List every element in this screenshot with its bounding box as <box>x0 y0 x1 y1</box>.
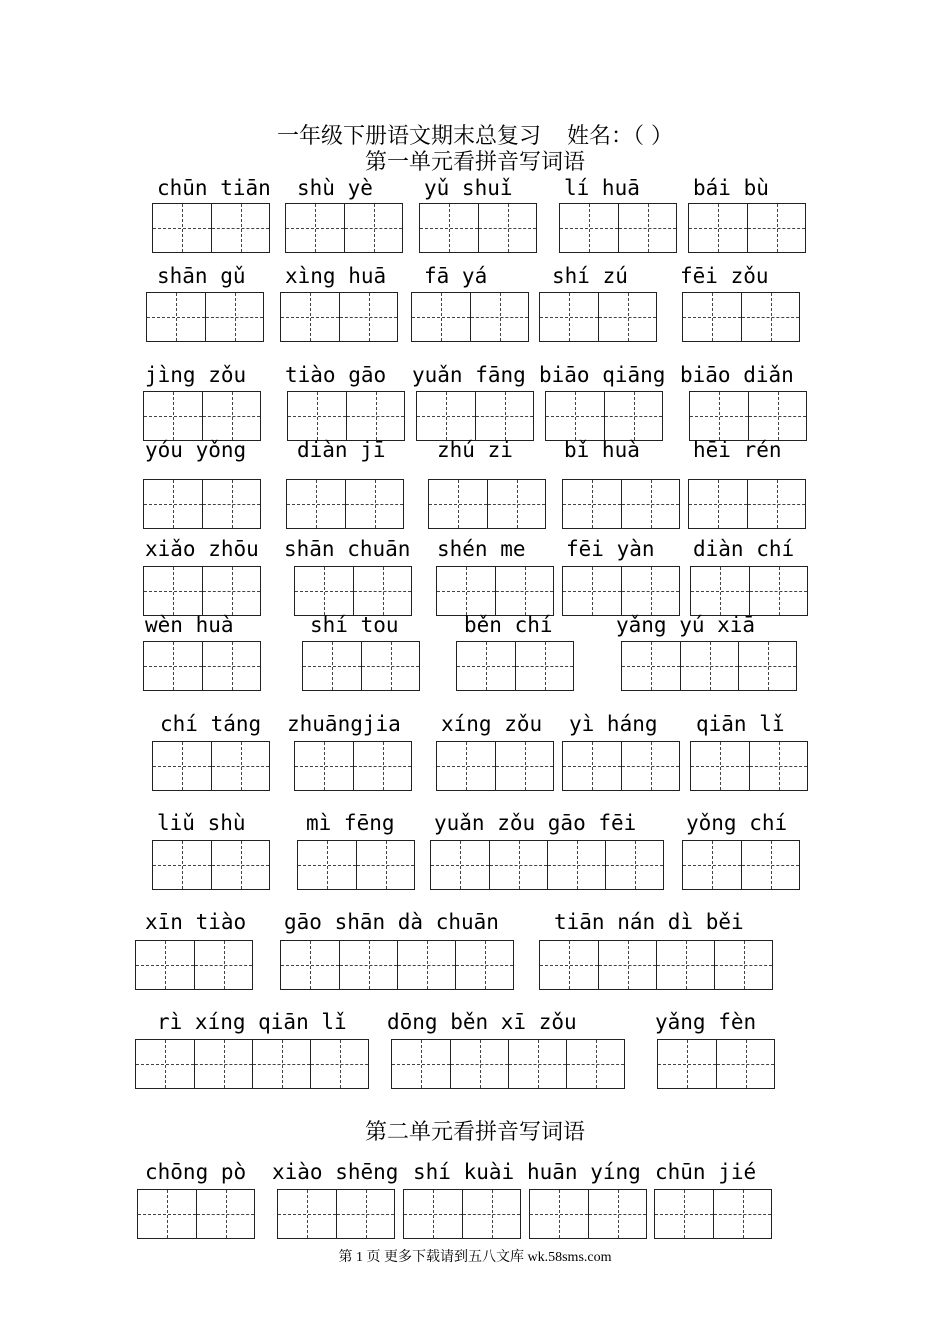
writing-grid[interactable] <box>539 292 657 342</box>
writing-grid[interactable] <box>545 391 663 441</box>
tian-zi-cell[interactable] <box>622 642 680 690</box>
tian-zi-cell[interactable] <box>252 1040 310 1088</box>
tian-zi-cell[interactable] <box>738 642 796 690</box>
tian-zi-cell[interactable] <box>598 293 656 341</box>
writing-grid[interactable] <box>688 203 806 253</box>
tian-zi-cell[interactable] <box>508 1040 566 1088</box>
tian-zi-cell[interactable] <box>495 567 553 615</box>
tian-zi-cell[interactable] <box>431 841 489 889</box>
tian-zi-cell[interactable] <box>138 1190 196 1238</box>
writing-grid[interactable] <box>682 840 800 890</box>
tian-zi-cell[interactable] <box>560 204 618 252</box>
pinyin-label: fā yá <box>424 264 488 288</box>
tian-zi-cell[interactable] <box>417 392 475 440</box>
tian-zi-cell[interactable] <box>683 841 741 889</box>
tian-zi-cell[interactable] <box>361 642 419 690</box>
tian-zi-cell[interactable] <box>310 1040 368 1088</box>
tian-zi-cell[interactable] <box>144 392 202 440</box>
writing-grid[interactable] <box>294 566 412 616</box>
tian-zi-cell[interactable] <box>281 293 339 341</box>
writing-grid[interactable] <box>428 479 546 529</box>
pinyin-label: zhú zi <box>437 438 513 462</box>
pinyin-label: shān chuān <box>284 537 411 561</box>
tian-zi-cell[interactable] <box>437 567 495 615</box>
pinyin-label: biāo qiāng <box>539 363 666 387</box>
pinyin-label: fēi zǒu <box>680 264 769 288</box>
tian-zi-cell[interactable] <box>287 480 345 528</box>
pinyin-label: liǔ shù <box>157 811 246 835</box>
tian-zi-cell[interactable] <box>741 841 799 889</box>
tian-zi-cell[interactable] <box>621 567 679 615</box>
writing-grid[interactable] <box>539 940 773 990</box>
tian-zi-cell[interactable] <box>339 941 397 989</box>
pinyin-label: shí kuài <box>413 1160 515 1184</box>
writing-grid[interactable] <box>690 566 808 616</box>
tian-zi-cell[interactable] <box>747 204 805 252</box>
writing-grid[interactable] <box>436 566 554 616</box>
tian-zi-cell[interactable] <box>295 742 353 790</box>
writing-grid[interactable] <box>621 641 797 691</box>
writing-grid[interactable] <box>146 292 264 342</box>
tian-zi-cell[interactable] <box>429 480 487 528</box>
writing-grid[interactable] <box>654 1189 772 1239</box>
tian-zi-cell[interactable] <box>397 941 455 989</box>
pinyin-label: tiào gāo <box>285 363 387 387</box>
tian-zi-cell[interactable] <box>450 1040 508 1088</box>
pinyin-label: bái bù <box>693 176 769 200</box>
tian-zi-cell[interactable] <box>489 841 547 889</box>
tian-zi-cell[interactable] <box>690 392 748 440</box>
tian-zi-cell[interactable] <box>689 204 747 252</box>
tian-zi-cell[interactable] <box>749 567 807 615</box>
tian-zi-cell[interactable] <box>475 392 533 440</box>
tian-zi-cell[interactable] <box>747 480 805 528</box>
tian-zi-cell[interactable] <box>540 293 598 341</box>
tian-zi-cell[interactable] <box>153 742 211 790</box>
tian-zi-cell[interactable] <box>604 392 662 440</box>
writing-grid[interactable] <box>688 479 806 529</box>
pinyin-label: yuǎn fāng <box>412 363 526 387</box>
tian-zi-cell[interactable] <box>598 941 656 989</box>
tian-zi-cell[interactable] <box>749 742 807 790</box>
tian-zi-cell[interactable] <box>194 941 252 989</box>
writing-grid[interactable] <box>411 292 529 342</box>
tian-zi-cell[interactable] <box>689 480 747 528</box>
tian-zi-cell[interactable] <box>345 480 403 528</box>
tian-zi-cell[interactable] <box>546 392 604 440</box>
pinyin-label: mì fēng <box>306 811 395 835</box>
pinyin-label: zhuāngjia <box>287 712 401 736</box>
tian-zi-cell[interactable] <box>392 1040 450 1088</box>
tian-zi-cell[interactable] <box>621 742 679 790</box>
tian-zi-cell[interactable] <box>136 1040 194 1088</box>
pinyin-label: rì xíng qiān lǐ <box>157 1010 347 1034</box>
pinyin-label: yǎng yú xiā <box>616 613 756 637</box>
pinyin-label: wèn huà <box>145 613 234 637</box>
pinyin-label: shù yè <box>297 176 373 200</box>
writing-grid[interactable] <box>559 203 677 253</box>
writing-grid[interactable] <box>143 479 261 529</box>
writing-grid[interactable] <box>403 1189 521 1239</box>
writing-grid[interactable] <box>280 292 398 342</box>
writing-grid[interactable] <box>287 391 405 441</box>
tian-zi-cell[interactable] <box>540 941 598 989</box>
writing-grid[interactable] <box>294 741 412 791</box>
writing-grid[interactable] <box>152 741 270 791</box>
tian-zi-cell[interactable] <box>286 204 344 252</box>
tian-zi-cell[interactable] <box>680 642 738 690</box>
tian-zi-cell[interactable] <box>288 392 346 440</box>
writing-grid[interactable] <box>297 840 415 890</box>
pinyin-label: shí zú <box>552 264 628 288</box>
writing-grid[interactable] <box>562 741 680 791</box>
writing-grid[interactable] <box>280 940 514 990</box>
writing-grid[interactable] <box>529 1189 647 1239</box>
pinyin-label: diàn jī <box>297 438 386 462</box>
pinyin-label: xiǎo zhōu <box>145 537 259 561</box>
tian-zi-cell[interactable] <box>691 567 749 615</box>
pinyin-label: tiān nán dì běi <box>554 910 744 934</box>
writing-grid[interactable] <box>152 203 270 253</box>
tian-zi-cell[interactable] <box>295 567 353 615</box>
tian-zi-cell[interactable] <box>691 742 749 790</box>
tian-zi-cell[interactable] <box>563 742 621 790</box>
pinyin-label: xíng zǒu <box>441 712 543 736</box>
pinyin-label: shí tou <box>310 613 399 637</box>
writing-grid[interactable] <box>416 391 534 441</box>
pinyin-label: chí táng <box>160 712 262 736</box>
tian-zi-cell[interactable] <box>588 1190 646 1238</box>
writing-grid[interactable] <box>277 1189 395 1239</box>
tian-zi-cell[interactable] <box>420 204 478 252</box>
unit1-title: 第一单元看拼音写词语 <box>364 150 585 175</box>
tian-zi-cell[interactable] <box>462 1190 520 1238</box>
pinyin-label: dōng běn xī zǒu <box>387 1010 577 1034</box>
writing-grid[interactable] <box>135 1039 369 1089</box>
tian-zi-cell[interactable] <box>356 841 414 889</box>
writing-grid[interactable] <box>143 391 261 441</box>
writing-grid[interactable] <box>682 292 800 342</box>
writing-grid[interactable] <box>391 1039 625 1089</box>
tian-zi-cell[interactable] <box>339 293 397 341</box>
pinyin-label: chūn tiān <box>157 176 271 200</box>
tian-zi-cell[interactable] <box>404 1190 462 1238</box>
tian-zi-cell[interactable] <box>470 293 528 341</box>
pinyin-label: fēi yàn <box>566 537 655 561</box>
tian-zi-cell[interactable] <box>683 293 741 341</box>
writing-grid[interactable] <box>143 566 261 616</box>
tian-zi-cell[interactable] <box>563 480 621 528</box>
writing-grid[interactable] <box>689 391 807 441</box>
tian-zi-cell[interactable] <box>457 642 515 690</box>
tian-zi-cell[interactable] <box>455 941 513 989</box>
tian-zi-cell[interactable] <box>202 567 260 615</box>
pinyin-label: yǎng fèn <box>655 1010 757 1034</box>
tian-zi-cell[interactable] <box>147 293 205 341</box>
pinyin-label: yǔ shuǐ <box>424 176 513 200</box>
tian-zi-cell[interactable] <box>144 642 202 690</box>
pinyin-label: bǐ huà <box>564 438 640 462</box>
tian-zi-cell[interactable] <box>658 1040 716 1088</box>
pinyin-label: gāo shān dà chuān <box>284 910 499 934</box>
tian-zi-cell[interactable] <box>621 480 679 528</box>
pinyin-label: qiān lǐ <box>696 712 785 736</box>
pinyin-label: xiào shēng <box>272 1160 399 1184</box>
pinyin-label: biāo diǎn <box>680 363 794 387</box>
tian-zi-cell[interactable] <box>346 392 404 440</box>
writing-grid[interactable] <box>286 479 404 529</box>
tian-zi-cell[interactable] <box>303 642 361 690</box>
tian-zi-cell[interactable] <box>656 941 714 989</box>
tian-zi-cell[interactable] <box>741 293 799 341</box>
pinyin-label: diàn chí <box>693 537 795 561</box>
pinyin-label: běn chí <box>464 613 553 637</box>
tian-zi-cell[interactable] <box>618 204 676 252</box>
pinyin-label: shén me <box>437 537 526 561</box>
pinyin-label: huān yíng <box>527 1160 641 1184</box>
writing-grid[interactable] <box>562 566 680 616</box>
tian-zi-cell[interactable] <box>412 293 470 341</box>
tian-zi-cell[interactable] <box>547 841 605 889</box>
page-footer: 第 1 页 更多下载请到五八文库 wk.58sms.com <box>338 1250 612 1265</box>
tian-zi-cell[interactable] <box>211 841 269 889</box>
tian-zi-cell[interactable] <box>281 941 339 989</box>
tian-zi-cell[interactable] <box>478 204 536 252</box>
tian-zi-cell[interactable] <box>136 941 194 989</box>
tian-zi-cell[interactable] <box>530 1190 588 1238</box>
pinyin-label: yǒng chí <box>686 811 788 835</box>
tian-zi-cell[interactable] <box>655 1190 713 1238</box>
writing-grid[interactable] <box>657 1039 775 1089</box>
tian-zi-cell[interactable] <box>716 1040 774 1088</box>
tian-zi-cell[interactable] <box>605 841 663 889</box>
pinyin-label: lí huā <box>564 176 640 200</box>
tian-zi-cell[interactable] <box>563 567 621 615</box>
main-title: 一年级下册语文期末总复习 <box>276 124 541 149</box>
writing-grid[interactable] <box>152 840 270 890</box>
tian-zi-cell[interactable] <box>487 480 545 528</box>
tian-zi-cell[interactable] <box>278 1190 336 1238</box>
page-title <box>0 124 950 150</box>
writing-grid[interactable] <box>562 479 680 529</box>
pinyin-label: chūn jié <box>655 1160 757 1184</box>
writing-grid[interactable] <box>456 641 574 691</box>
writing-grid[interactable] <box>436 741 554 791</box>
tian-zi-cell[interactable] <box>202 642 260 690</box>
pinyin-label: xīn tiào <box>145 910 247 934</box>
tian-zi-cell[interactable] <box>196 1190 254 1238</box>
tian-zi-cell[interactable] <box>566 1040 624 1088</box>
pinyin-label: shān gǔ <box>157 264 246 288</box>
tian-zi-cell[interactable] <box>202 480 260 528</box>
pinyin-label: yóu yǒng <box>145 438 247 462</box>
writing-grid[interactable] <box>135 940 253 990</box>
tian-zi-cell[interactable] <box>194 1040 252 1088</box>
writing-grid[interactable] <box>285 203 403 253</box>
tian-zi-cell[interactable] <box>344 204 402 252</box>
tian-zi-cell[interactable] <box>211 742 269 790</box>
tian-zi-cell[interactable] <box>437 742 495 790</box>
tian-zi-cell[interactable] <box>336 1190 394 1238</box>
pinyin-label: chōng pò <box>145 1160 247 1184</box>
tian-zi-cell[interactable] <box>748 392 806 440</box>
tian-zi-cell[interactable] <box>205 293 263 341</box>
pinyin-label: xìng huā <box>285 264 387 288</box>
writing-grid[interactable] <box>419 203 537 253</box>
tian-zi-cell[interactable] <box>144 480 202 528</box>
name-label: 姓名：（ ） <box>567 124 673 149</box>
tian-zi-cell[interactable] <box>211 204 269 252</box>
pinyin-label: hēi rén <box>693 438 782 462</box>
tian-zi-cell[interactable] <box>495 742 553 790</box>
tian-zi-cell[interactable] <box>153 204 211 252</box>
tian-zi-cell[interactable] <box>202 392 260 440</box>
writing-grid[interactable] <box>430 840 664 890</box>
tian-zi-cell[interactable] <box>153 841 211 889</box>
tian-zi-cell[interactable] <box>515 642 573 690</box>
tian-zi-cell[interactable] <box>714 941 772 989</box>
tian-zi-cell[interactable] <box>298 841 356 889</box>
pinyin-label: jìng zǒu <box>145 363 247 387</box>
writing-grid[interactable] <box>302 641 420 691</box>
tian-zi-cell[interactable] <box>353 742 411 790</box>
pinyin-label: yuǎn zǒu gāo fēi <box>434 811 637 835</box>
writing-grid[interactable] <box>143 641 261 691</box>
tian-zi-cell[interactable] <box>353 567 411 615</box>
pinyin-label: yì háng <box>569 712 658 736</box>
tian-zi-cell[interactable] <box>144 567 202 615</box>
unit2-title: 第二单元看拼音写词语 <box>364 1120 585 1145</box>
writing-grid[interactable] <box>137 1189 255 1239</box>
tian-zi-cell[interactable] <box>713 1190 771 1238</box>
writing-grid[interactable] <box>690 741 808 791</box>
